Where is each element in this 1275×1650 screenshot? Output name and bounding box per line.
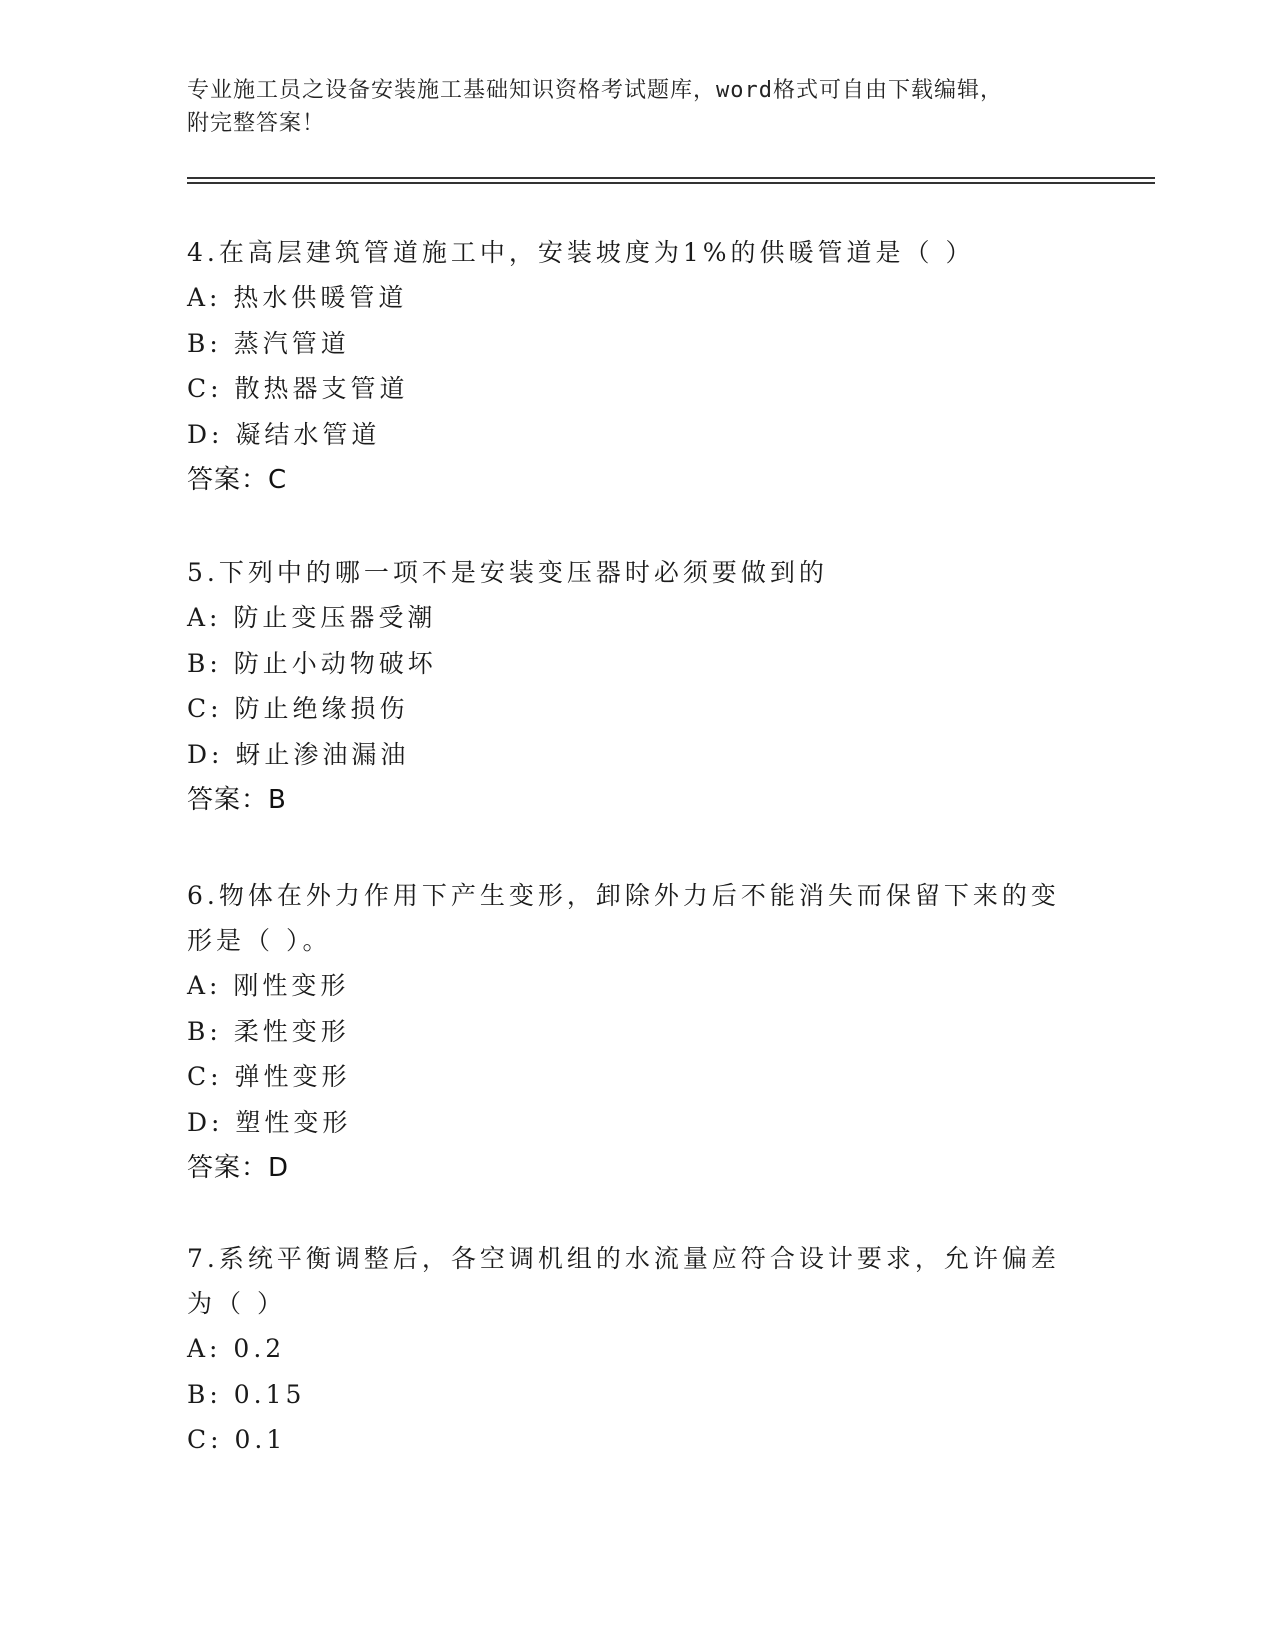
header-line-1: 专业施工员之设备安装施工基础知识资格考试题库，word格式可自由下载编辑， <box>187 78 1003 103</box>
header-divider-top <box>187 177 1155 179</box>
option-a: A: 0.2 <box>187 1334 286 1363</box>
question-text: 4.在高层建筑管道施工中，安装坡度为1%的供暖管道是（ ） <box>187 238 975 267</box>
option-b: B: 防止小动物破坏 <box>187 648 437 678</box>
question-4 <box>187 230 1067 503</box>
option-b: B: 蒸汽管道 <box>187 328 350 358</box>
question-text-line-1: 6.物体在外力作用下产生变形，卸除外力后不能消失而保留下来的变 <box>187 881 1060 910</box>
option-a: A: 刚性变形 <box>187 971 350 1000</box>
answer: 答案：B <box>187 785 287 815</box>
option-d: D: 凝结水管道 <box>187 419 381 449</box>
option-b: B: 柔性变形 <box>187 1016 350 1046</box>
option-b: B: 0.15 <box>187 1379 306 1409</box>
document-header <box>187 74 1067 140</box>
header-divider-bottom <box>187 182 1155 184</box>
header-line-2: 附完整答案！ <box>187 111 326 136</box>
option-c: C: 0.1 <box>187 1425 287 1454</box>
option-a: A: 热水供暖管道 <box>187 283 408 312</box>
option-a: A: 防止变压器受潮 <box>187 603 437 632</box>
option-c: C: 弹性变形 <box>187 1062 351 1091</box>
option-c: C: 防止绝缘损伤 <box>187 694 409 723</box>
question-5 <box>187 550 1067 823</box>
question-text-line-2: 为（ ） <box>187 1289 286 1318</box>
option-d: D: 塑性变形 <box>187 1107 352 1137</box>
question-text-line-2: 形是（ ）。 <box>187 926 332 955</box>
answer: 答案：C <box>187 465 288 495</box>
question-7 <box>187 1236 1067 1463</box>
question-text: 5.下列中的哪一项不是安装变压器时必须要做到的 <box>187 558 828 587</box>
option-c: C: 散热器支管道 <box>187 374 409 403</box>
answer: 答案：D <box>187 1153 290 1183</box>
option-d: D: 蚜止渗油漏油 <box>187 739 410 769</box>
question-text-line-1: 7.系统平衡调整后，各空调机组的水流量应符合设计要求，允许偏差 <box>187 1244 1060 1273</box>
question-6 <box>187 873 1067 1191</box>
